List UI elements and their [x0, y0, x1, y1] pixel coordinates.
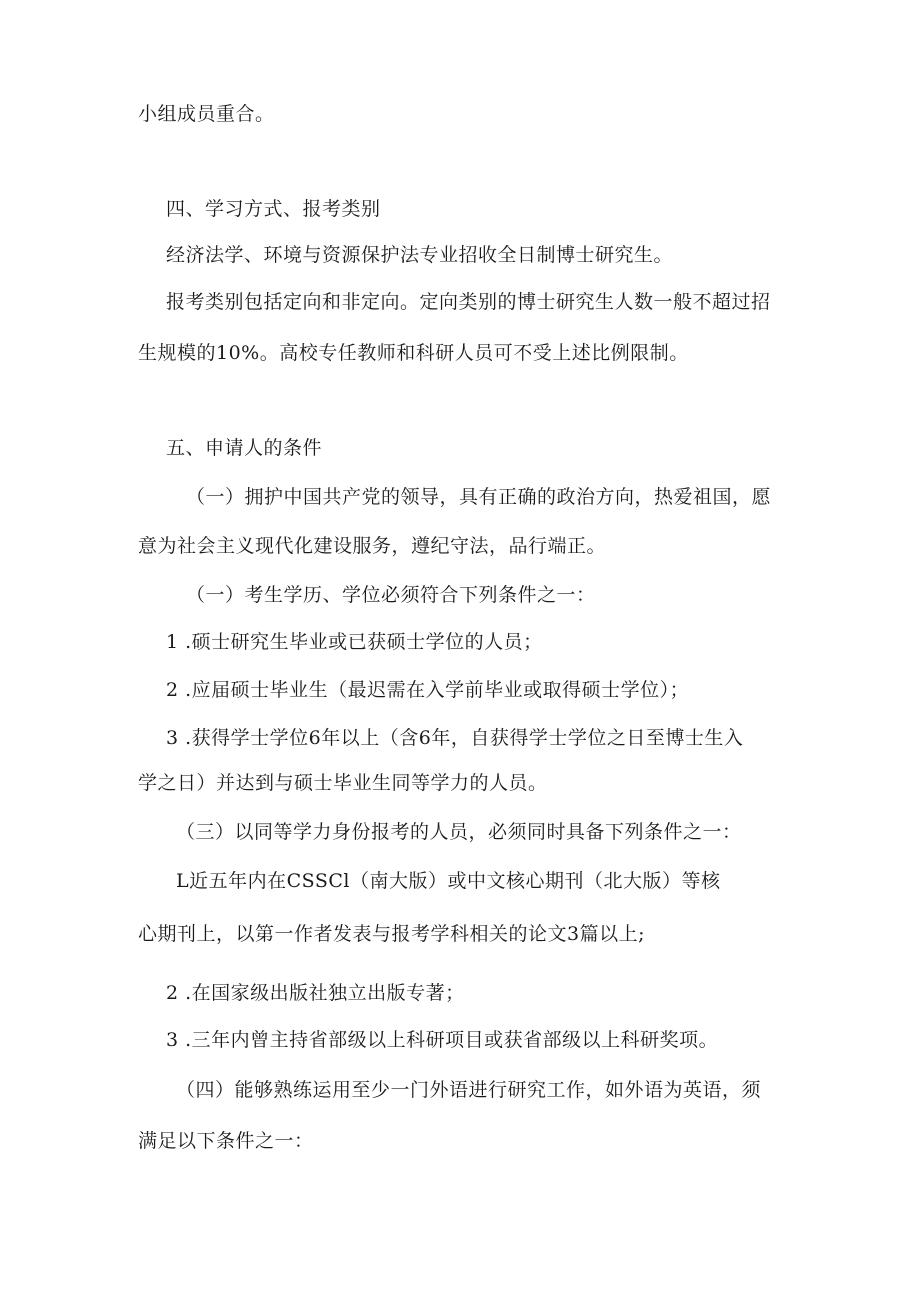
subsection-line: （三）以同等学力身份报考的人员，必须同时具备下列条件之一： — [176, 821, 742, 843]
list-item-line: 3 .获得学士学位6年以上（含6年，自获得学士学位之日至博士生入 — [166, 727, 744, 749]
paragraph-line: 意为社会主义现代化建设服务，遵纪守法，品行端正。 — [138, 535, 607, 557]
subsection-line: （四）能够熟练运用至少一门外语进行研究工作，如外语为英语，须 — [176, 1079, 762, 1101]
paragraph-line: 经济法学、环境与资源保护法专业招收全日制博士研究生。 — [166, 244, 674, 266]
list-item-line: L近五年内在CSSCl（南大版）或中文核心期刊（北大版）等核 — [176, 870, 721, 892]
list-item-line: 3 .三年内曾主持省部级以上科研项目或获省部级以上科研奖项。 — [166, 1029, 719, 1051]
list-item-line: 1 .硕士研究生毕业或已获硕士学位的人员； — [166, 631, 543, 653]
paragraph-line: 生规模的10%。高校专任教师和科研人员可不受上述比例限制。 — [138, 342, 689, 364]
paragraph-line: 心期刊上，以第一作者发表与报考学科相关的论文3篇以上; — [138, 923, 645, 945]
list-item-line: 2 .在国家级出版社独立出版专著； — [166, 982, 465, 1004]
continuation-line: 小组成员重合。 — [138, 103, 275, 125]
paragraph-line: （一）拥护中国共产党的领导，具有正确的政治方向，热爱祖国，愿 — [186, 486, 772, 508]
subsection-line: （一）考生学历、学位必须符合下列条件之一： — [186, 584, 596, 606]
paragraph-line: 报考类别包括定向和非定向。定向类别的博士研究生人数一般不超过招 — [166, 291, 771, 313]
paragraph-line: 满足以下条件之一： — [138, 1130, 314, 1152]
list-item-line: 2 .应届硕士毕业生（最迟需在入学前毕业或取得硕士学位）； — [166, 679, 690, 701]
section-heading-5: 五、申请人的条件 — [166, 437, 323, 459]
paragraph-line: 学之日）并达到与硕士毕业生同等学力的人员。 — [138, 772, 548, 794]
section-heading-4: 四、学习方式、报考类别 — [166, 198, 381, 220]
